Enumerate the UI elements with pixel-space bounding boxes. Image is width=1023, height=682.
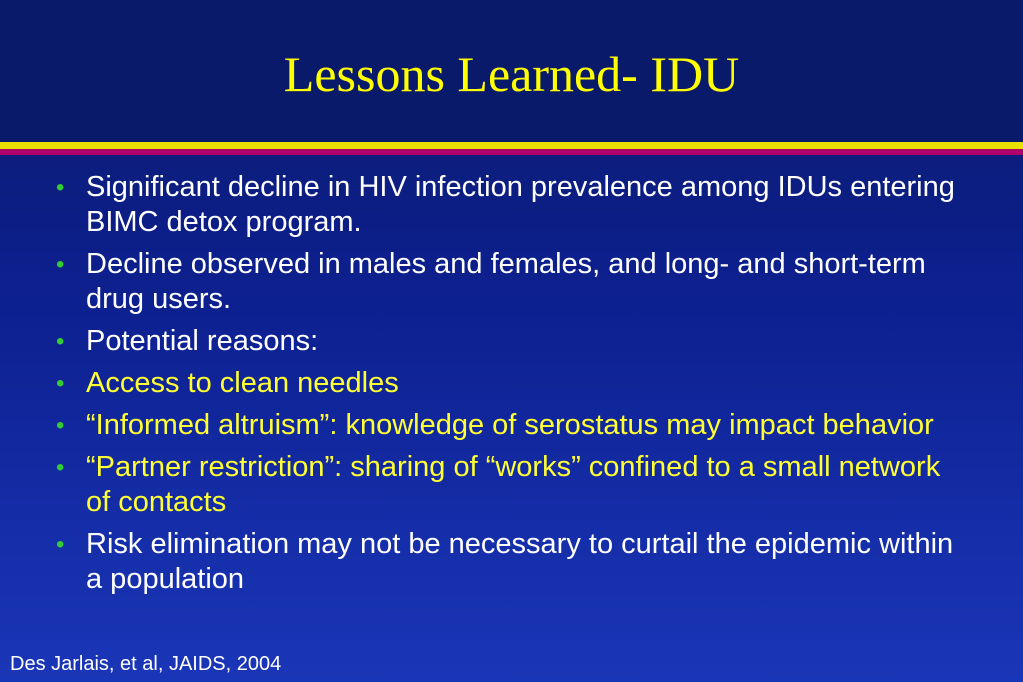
bullet-text: “Informed altruism”: knowledge of serostatus may impact behavior <box>86 409 934 441</box>
slide-title: Lessons Learned- IDU <box>283 46 740 102</box>
bullet-dot-icon: • <box>56 412 65 439</box>
bullet-text: Potential reasons: <box>86 325 319 357</box>
bullet-dot-icon: • <box>56 454 65 481</box>
bullet-text: Decline observed in males and females, and long- and short-term drug users. <box>86 248 926 315</box>
bullet-item <box>56 527 956 597</box>
bullet-dot-icon: • <box>56 251 65 278</box>
bullet-dot-icon: • <box>56 370 65 397</box>
bullet-item <box>56 408 956 443</box>
bullet-text: Significant decline in HIV infection prevalence among IDUs entering BIMC detox program. <box>86 171 955 238</box>
bullet-dot-icon: • <box>56 531 65 558</box>
bullet-text: “Partner restriction”: sharing of “works” confined to a small network of contacts <box>86 451 941 518</box>
title-rule-magenta <box>0 149 1023 155</box>
bullet-item <box>56 324 956 359</box>
bullet-text: Access to clean needles <box>86 367 399 399</box>
bullet-list <box>56 170 956 604</box>
bullet-item <box>56 247 956 317</box>
bullet-item <box>56 450 956 520</box>
title-rule-yellow <box>0 142 1023 149</box>
bullet-text: Risk elimination may not be necessary to curtail the epidemic within a population <box>86 528 954 595</box>
bullet-item <box>56 366 956 401</box>
bullet-dot-icon: • <box>56 174 65 201</box>
bullet-item <box>56 170 956 240</box>
citation-footnote: Des Jarlais, et al, JAIDS, 2004 <box>10 653 282 675</box>
bullet-dot-icon: • <box>56 328 65 355</box>
